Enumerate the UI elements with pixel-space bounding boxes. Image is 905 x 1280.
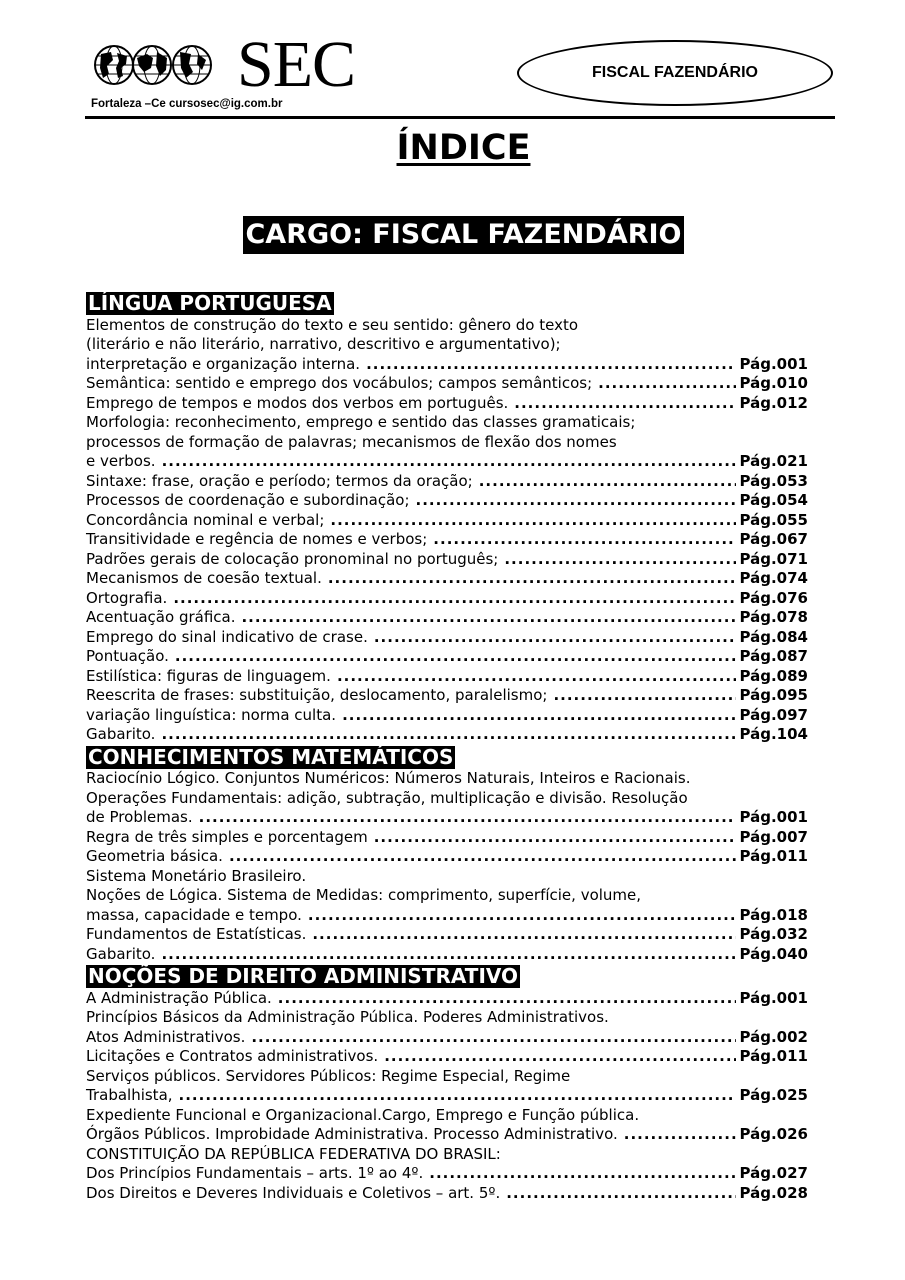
dot-leader xyxy=(592,374,735,394)
toc-line: Morfologia: reconhecimento, emprego e sentido das classes gramaticais; xyxy=(86,413,636,431)
cargo-heading xyxy=(0,216,905,254)
page-number: Pág.087 xyxy=(739,647,808,665)
toc-entry xyxy=(86,667,808,687)
dot-leader xyxy=(167,589,735,609)
page-number: Pág.078 xyxy=(739,608,808,626)
dot-leader xyxy=(423,1164,735,1184)
toc-entry-text: de Problemas. xyxy=(86,808,193,826)
toc-entry xyxy=(86,706,808,726)
page-number: Pág.067 xyxy=(739,530,808,548)
page-number: Pág.001 xyxy=(739,808,808,826)
toc-entry xyxy=(86,847,808,867)
globe-icon xyxy=(171,44,213,86)
toc-entry xyxy=(86,355,808,375)
toc-entry-text: Sintaxe: frase, oração e período; termos da oração; xyxy=(86,471,473,490)
toc-line: Elementos de construção do texto e seu sentido: gênero do texto xyxy=(86,315,579,334)
toc-entry xyxy=(86,725,808,745)
toc-entry xyxy=(86,647,808,667)
dot-leader xyxy=(618,1125,736,1145)
page-number: Pág.028 xyxy=(739,1183,808,1202)
toc-entry xyxy=(86,491,808,511)
toc-entry xyxy=(86,550,808,570)
dot-leader xyxy=(368,828,736,848)
toc-entry-text: Padrões gerais de colocação pronominal no português; xyxy=(86,549,499,568)
dot-leader xyxy=(169,647,736,667)
page-title xyxy=(0,126,905,170)
dot-leader xyxy=(360,355,735,375)
toc-entry xyxy=(86,828,808,848)
toc-line: Serviços públicos. Servidores Públicos: Regime Especial, Regime xyxy=(86,1066,571,1085)
dot-leader xyxy=(324,511,735,531)
toc-entry-text: Estilística: figuras de linguagem. xyxy=(86,666,331,685)
dot-leader xyxy=(410,491,736,511)
page-number: Pág.076 xyxy=(739,588,808,607)
toc-entry-text: Atos Administrativos. xyxy=(86,1027,246,1046)
section-heading: LÍNGUA PORTUGUESA xyxy=(88,291,332,315)
toc-entry-text: Processos de coordenação e subordinação; xyxy=(86,491,410,509)
toc-entry xyxy=(86,989,808,1009)
page-header xyxy=(85,28,835,120)
dot-leader xyxy=(245,1028,735,1048)
dot-leader xyxy=(547,686,735,706)
toc-entry xyxy=(86,1047,808,1067)
toc-line: processos de formação de palavras; mecanismos de flexão dos nomes xyxy=(86,432,617,451)
page-number: Pág.010 xyxy=(739,374,808,392)
dot-leader xyxy=(272,989,736,1009)
page-number: Pág.054 xyxy=(739,491,808,509)
toc-entry xyxy=(86,945,808,965)
toc-entry-text: e verbos. xyxy=(86,452,156,470)
page-number: Pág.084 xyxy=(739,627,808,646)
contact-address: Fortaleza –Ce cursosec@ig.com.br xyxy=(91,98,283,110)
dot-leader xyxy=(378,1047,735,1067)
toc-line: CONSTITUIÇÃO DA REPÚBLICA FEDERATIVA DO BRASIL: xyxy=(86,1144,501,1163)
toc-entry xyxy=(86,472,808,492)
toc-entry xyxy=(86,906,808,926)
dot-leader xyxy=(235,608,735,628)
toc-entry-text: massa, capacidade e tempo. xyxy=(86,905,302,924)
toc-entry-text: Mecanismos de coesão textual. xyxy=(86,569,322,587)
dot-leader xyxy=(498,550,735,570)
toc-entry-text: Dos Direitos e Deveres Individuais e Coletivos – art. 5º. xyxy=(86,1183,501,1202)
toc-entry-text: Pontuação. xyxy=(86,647,169,665)
toc-entry-text: variação linguística: norma culta. xyxy=(86,705,337,724)
toc-entry-text: Fundamentos de Estatísticas. xyxy=(86,925,307,943)
dot-leader xyxy=(508,394,735,414)
toc-entry xyxy=(86,1184,808,1204)
page-number: Pág.001 xyxy=(739,988,808,1007)
dot-leader xyxy=(336,706,735,726)
toc-entry xyxy=(86,374,808,394)
page-number: Pág.071 xyxy=(739,549,808,568)
toc-entry-text: Gabarito. xyxy=(86,944,156,963)
section-heading: NOÇÕES DE DIREITO ADMINISTRATIVO xyxy=(88,964,519,988)
table-of-contents xyxy=(86,291,808,1203)
dot-leader xyxy=(306,925,735,945)
brand-logo-text: SEC xyxy=(237,28,356,101)
toc-entry xyxy=(86,1164,808,1184)
toc-entry xyxy=(86,569,808,589)
toc-entry xyxy=(86,808,808,828)
toc-entry-text: Semântica: sentido e emprego dos vocábulos; campos semânticos; xyxy=(86,374,593,392)
page-number: Pág.089 xyxy=(739,666,808,685)
dot-leader xyxy=(223,847,736,867)
toc-entry-text: Acentuação gráfica. xyxy=(86,608,236,626)
toc-line: Operações Fundamentais: adição, subtração, multiplicação e divisão. Resolução xyxy=(86,788,688,807)
page-number: Pág.018 xyxy=(739,905,808,924)
toc-line: Expediente Funcional e Organizacional.Cargo, Emprego e Função pública. xyxy=(86,1105,640,1124)
toc-entry-text: Emprego do sinal indicativo de crase. xyxy=(86,627,368,646)
dot-leader xyxy=(473,472,736,492)
page-number: Pág.026 xyxy=(739,1125,808,1143)
dot-leader xyxy=(155,945,735,965)
page-number: Pág.011 xyxy=(739,847,808,865)
toc-entry xyxy=(86,589,808,609)
toc-entry-text: Concordância nominal e verbal; xyxy=(86,510,325,529)
toc-entry-text: Transitividade e regência de nomes e verbos; xyxy=(86,530,428,548)
page-number: Pág.021 xyxy=(739,452,808,470)
toc-entry xyxy=(86,925,808,945)
section-heading: CONHECIMENTOS MATEMÁTICOS xyxy=(88,744,454,769)
toc-entry-text: Órgãos Públicos. Improbidade Administrativa. Processo Administrativo. xyxy=(86,1125,618,1143)
dot-leader xyxy=(427,530,735,550)
dot-leader xyxy=(368,628,736,648)
page-number: Pág.007 xyxy=(739,827,808,846)
page-number: Pág.104 xyxy=(739,725,808,743)
toc-entry xyxy=(86,530,808,550)
dot-leader xyxy=(331,667,736,687)
dot-leader xyxy=(500,1184,735,1204)
page-number: Pág.055 xyxy=(739,510,808,529)
page-number: Pág.040 xyxy=(739,944,808,963)
header-divider xyxy=(85,116,835,119)
page-number: Pág.095 xyxy=(739,686,808,704)
dot-leader xyxy=(322,569,736,589)
page-number: Pág.025 xyxy=(739,1086,808,1104)
toc-entry xyxy=(86,608,808,628)
page-number: Pág.011 xyxy=(739,1047,808,1065)
page-number: Pág.053 xyxy=(739,471,808,490)
globe-icon xyxy=(93,44,135,86)
toc-entry xyxy=(86,686,808,706)
toc-entry xyxy=(86,1125,808,1145)
dot-leader xyxy=(302,906,736,926)
page-number: Pág.027 xyxy=(739,1164,808,1182)
toc-entry-text: Dos Princípios Fundamentais – arts. 1º ao 4º. xyxy=(86,1164,424,1182)
page-title-text: ÍNDICE xyxy=(396,128,531,168)
toc-entry-text: Regra de três simples e porcentagem xyxy=(86,827,368,846)
globe-icon xyxy=(131,44,173,86)
toc-entry-text: Licitações e Contratos administrativos. xyxy=(86,1047,379,1065)
dot-leader xyxy=(156,452,736,472)
toc-line: Raciocínio Lógico. Conjuntos Numéricos: Números Naturais, Inteiros e Racionais. xyxy=(86,769,691,787)
cargo-heading-text: CARGO: FISCAL FAZENDÁRIO xyxy=(243,216,683,254)
toc-entry xyxy=(86,1028,808,1048)
toc-line: Princípios Básicos da Administração Pública. Poderes Administrativos. xyxy=(86,1008,609,1026)
toc-entry-text: Trabalhista, xyxy=(86,1086,173,1104)
toc-entry xyxy=(86,511,808,531)
page-number: Pág.097 xyxy=(739,705,808,724)
toc-entry-text: Gabarito. xyxy=(86,725,156,743)
toc-line: (literário e não literário, narrativo, descritivo e argumentativo); xyxy=(86,335,561,353)
toc-entry xyxy=(86,452,808,472)
toc-line: Sistema Monetário Brasileiro. xyxy=(86,866,307,885)
toc-entry xyxy=(86,1086,808,1106)
page-number: Pág.012 xyxy=(739,393,808,412)
toc-entry-text: A Administração Pública. xyxy=(86,988,272,1007)
toc-entry xyxy=(86,394,808,414)
page-number: Pág.032 xyxy=(739,925,808,943)
toc-line: Noções de Lógica. Sistema de Medidas: comprimento, superfície, volume, xyxy=(86,886,642,904)
toc-entry-text: Emprego de tempos e modos dos verbos em português. xyxy=(86,393,509,412)
page-number: Pág.074 xyxy=(739,569,808,587)
dot-leader xyxy=(193,808,736,828)
toc-entry-text: interpretação e organização interna. xyxy=(86,354,361,373)
toc-entry xyxy=(86,628,808,648)
dot-leader xyxy=(173,1086,736,1106)
cargo-badge: FISCAL FAZENDÁRIO xyxy=(517,40,833,106)
page-number: Pág.002 xyxy=(739,1027,808,1046)
page-number: Pág.001 xyxy=(739,354,808,373)
toc-entry-text: Geometria básica. xyxy=(86,847,223,865)
toc-entry-text: Reescrita de frases: substituição, deslocamento, paralelismo; xyxy=(86,686,548,704)
toc-entry-text: Ortografia. xyxy=(86,588,168,607)
dot-leader xyxy=(155,725,735,745)
